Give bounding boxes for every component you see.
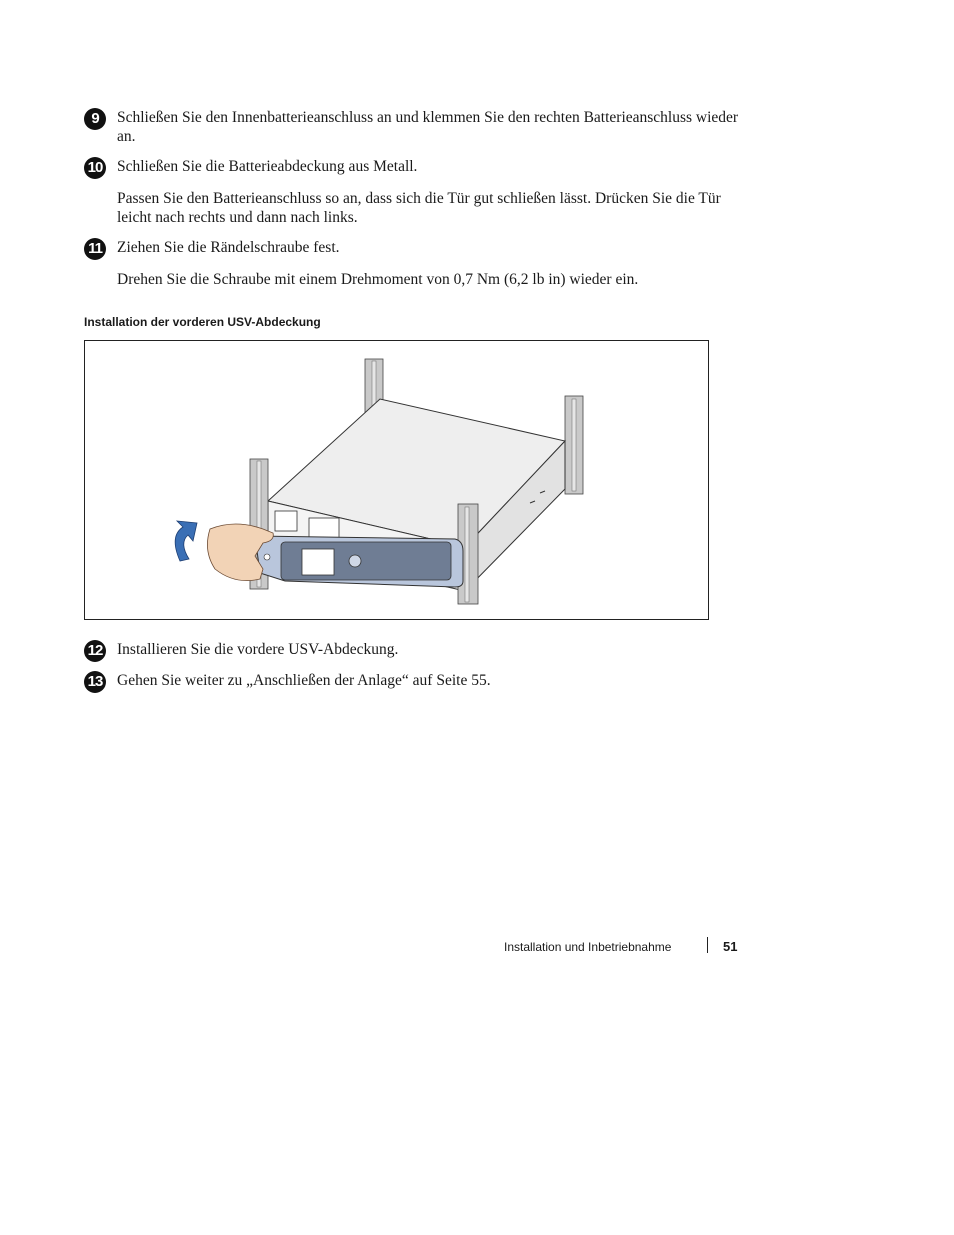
- step-text: Ziehen Sie die Rändelschraube fest.: [117, 239, 340, 256]
- figure-illustration: [84, 340, 709, 620]
- ups-rack-illustration: [85, 341, 708, 619]
- step-text: Installieren Sie die vordere USV-Abdeckung.: [117, 641, 399, 658]
- step-12: [84, 640, 754, 659]
- step-13: [84, 671, 754, 690]
- footer-divider: [707, 937, 708, 953]
- step-10-note: Passen Sie den Batterieanschluss so an, dass sich die Tür gut schließen lässt. Drücken Sie die Tür leicht nach rechts und dann nach links.: [117, 190, 721, 226]
- step-number: 11: [84, 238, 106, 260]
- step-number: 13: [84, 671, 106, 693]
- page-number: 51: [723, 939, 738, 954]
- step-text: Schließen Sie die Batterieabdeckung aus Metall.: [117, 158, 418, 175]
- front-cover: [255, 536, 463, 587]
- step-11: [84, 238, 754, 257]
- step-9: [84, 108, 754, 146]
- rack-rail-back-right: [565, 396, 583, 494]
- step-number: 9: [84, 108, 106, 130]
- rotation-arrow: [175, 521, 197, 561]
- step-10: [84, 157, 754, 176]
- step-11-note: Drehen Sie die Schraube mit einem Drehmoment von 0,7 Nm (6,2 lb in) wieder ein.: [117, 271, 639, 288]
- step-number: 10: [84, 157, 106, 179]
- figure-title: Installation der vorderen USV-Abdeckung: [84, 315, 321, 329]
- step-text: Schließen Sie den Innenbatterieanschluss an und klemmen Sie den rechten Batterieanschluss wieder an.: [117, 109, 739, 145]
- footer-section: Installation und Inbetriebnahme: [504, 940, 672, 954]
- step-number: 12: [84, 640, 106, 662]
- step-text: Gehen Sie weiter zu „Anschließen der Anlage“ auf Seite 55.: [117, 672, 491, 689]
